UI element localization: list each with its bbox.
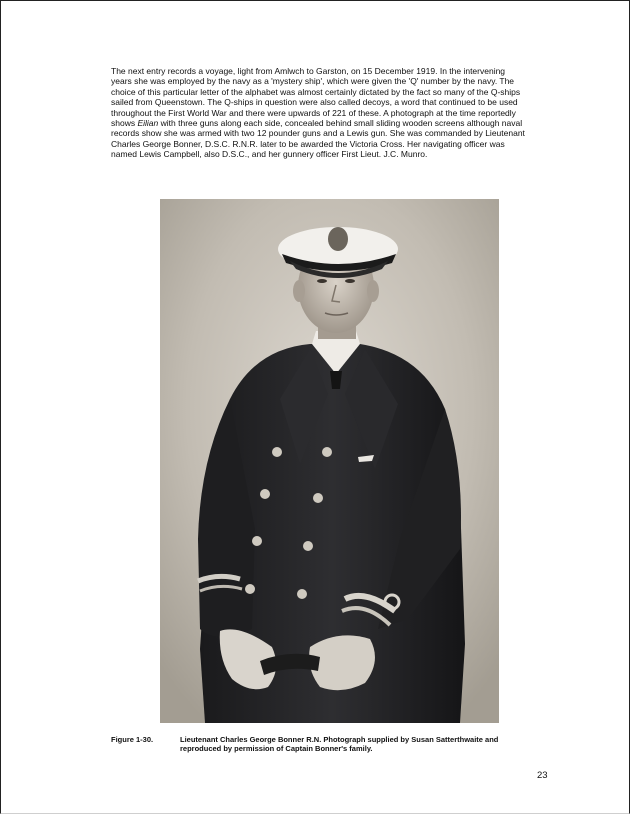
body-text-part-1: The next entry records a voyage, light from Amlwch to Garston, on 15 December 1919. In the intervening years she was employed by the navy as a 'mystery ship', which were given the 'Q' number by the navy. The choice of this particular letter of the alphabet was almost certainly dictated by the fact so many of the Q-ships sailed from Queenstown. The Q-ships in question were also called decoys, a word that continued to be used throughout the First World War and there were upwards of 221 of these. A photograph at the time reportedly shows — [111, 66, 521, 129]
portrait-photograph — [160, 199, 499, 723]
figure-label: Figure 1-30. — [111, 735, 154, 744]
body-paragraph — [111, 66, 525, 160]
figure-caption-text: Lieutenant Charles George Bonner R.N. Photograph supplied by Susan Satterthwaite and reproduced by permission of Captain Bonner's family. — [180, 735, 499, 754]
figure-caption — [111, 735, 525, 754]
body-text-part-2: with three guns along each side, concealed behind small sliding wooden screens although naval records show she was armed with two 12 pounder guns and a Lewis gun. She was commanded by Lieutenant Charles George Bonner, D.S.C. R.N.R. later to be awarded the Victoria Cross. Her navigating officer was named Lewis Campbell, also D.S.C., and her gunnery officer First Lieut. J.C. Munro. — [111, 118, 525, 160]
ship-name: Eilian — [137, 118, 159, 129]
page-number: 23 — [537, 770, 548, 781]
portrait-illustration — [160, 199, 499, 723]
